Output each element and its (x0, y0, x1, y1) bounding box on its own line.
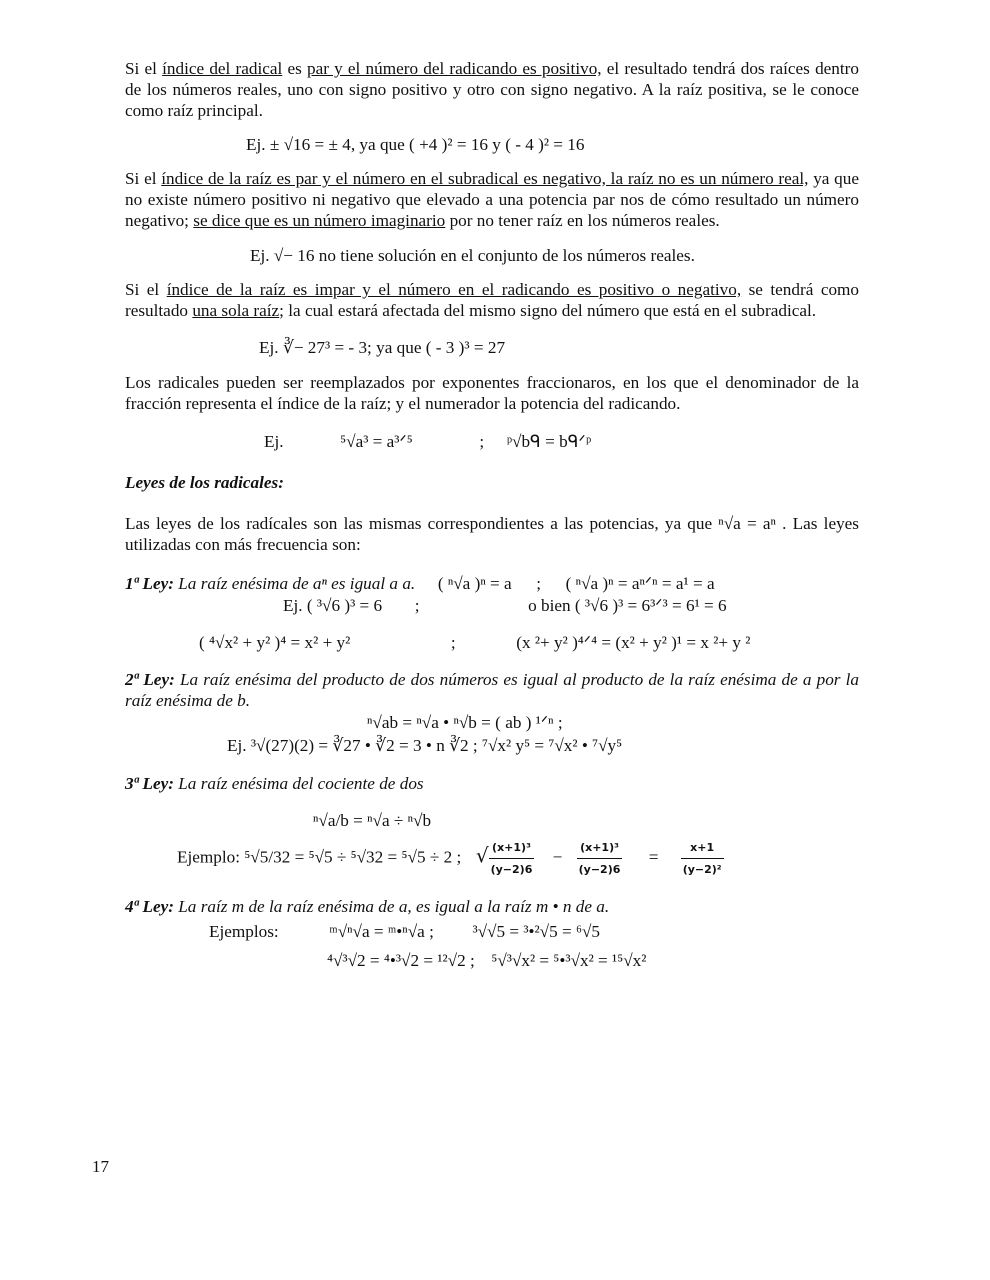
separator: ; (414, 596, 420, 615)
example-4 (264, 431, 859, 452)
law-3-formula: ⁿ√a/b = ⁿ√a ÷ ⁿ√b (313, 811, 432, 830)
example-1: Ej. ± √16 = ± 4, ya que ( +4 )² = 16 y ( - 4 )² = 16 (246, 135, 585, 154)
law-3 (125, 773, 859, 794)
formula: o bien ( ³√6 )³ = 6³ᐟ³ = 6¹ = 6 (528, 596, 727, 615)
law-title: Ley: (142, 774, 174, 793)
example-label: Ej. (264, 432, 284, 451)
page-content (125, 58, 859, 971)
law-title: Ley: (143, 670, 175, 689)
example-2: Ej. √− 16 no tiene solución en el conjunto de los números reales. (250, 246, 695, 265)
law-3-example: Ejemplo: ⁵√5/32 = ⁵√5 ÷ ⁵√32 = ⁵√5 ÷ 2 ; √ $\frac{\text{(x+1)³}}{(y-2)6}$ − $\frac{\text{(x+1)³}}{(y-2)6}$ = $\frac{x+1}{\text{(y−2)²}}$ (177, 837, 859, 880)
law-text: La raíz enésima de aⁿ es igual a a. (178, 574, 416, 593)
law-4 (125, 896, 859, 917)
law-2 (125, 669, 859, 711)
law-2-formula: ⁿ√ab = ⁿ√a • ⁿ√b = ( ab ) ¹ᐟⁿ ; (367, 713, 563, 732)
formula: ⁵√a³ = a³ᐟ⁵ (340, 432, 413, 451)
underlined-term: índice de la raíz es par y el número en el subradical es negativo, la raíz no es un número real, (161, 169, 809, 188)
law-1 (125, 573, 859, 594)
text: ; la cual estará afectada del mismo signo del número que está en el subradical. (279, 301, 817, 320)
underlined-term: índice del radical (162, 59, 283, 78)
formula: ⁵√³√x² = ⁵•³√x² = ¹⁵√x² (491, 951, 647, 970)
fraction: $\frac{\text{(x+1)³}}{(y-2)6}$ (489, 837, 535, 880)
law-2-example: Ej. ³√(27)(2) = ∛27 • ∛2 = 3 • n ∛2 ; ⁷√x² y⁵ = ⁷√x² • ⁷√y⁵ (227, 736, 623, 755)
text: ya que no existe número positivo ni negativo que elevado a una potencia par nos de cómo resultado un número negativo; (125, 169, 859, 230)
formula: ( ⁴√x² + y² )⁴ = x² + y² (199, 633, 351, 652)
paragraph-laws-intro: Las leyes de los radícales son las mismas correspondientes a las potencias, ya que ⁿ√a = aⁿ . Las leyes utilizadas con más frecuencia son: (125, 514, 859, 554)
paragraph-fractional-exponents: Los radicales pueden ser reemplazados por exponentes fraccionaros, en los que el denominador de la fracción representa el índice de la raíz; y el numerador la potencia del radicando. (125, 373, 859, 413)
formula: ( ⁿ√a )ⁿ = a (437, 574, 512, 593)
fraction: $\frac{x+1}{\text{(y−2)²}}$ (681, 837, 724, 880)
law-4-example-line-2 (327, 950, 859, 971)
formula: ( ⁿ√a )ⁿ = aⁿᐟⁿ = a¹ = a (565, 574, 715, 593)
page-number: 17 (92, 1157, 109, 1176)
example-label: Ejemplo: (177, 847, 241, 867)
formula: ᵖ√bᑫ = bᑫᐟᵖ (506, 432, 592, 451)
underlined-term: una sola raíz (192, 301, 280, 320)
law-1-example-line-2 (199, 632, 859, 653)
radical-sign: √ (475, 843, 489, 868)
underlined-term: índice de la raíz es impar y el número en el radicando es positivo o negativo, (166, 280, 742, 299)
separator: ; (536, 574, 542, 593)
underlined-term: par y el número del radicando es positivo, (307, 59, 602, 78)
law-number: 4ª (125, 897, 139, 916)
law-number: 1ª (125, 574, 139, 593)
text: por no tener raíz en los números reales. (445, 211, 720, 230)
example-3: Ej. ∛− 27³ = - 3; ya que ( - 3 )³ = 27 (259, 338, 506, 357)
separator: ; (450, 633, 456, 652)
formula: (x ²+ y² )⁴ᐟ⁴ = (x² + y² )¹ = x ²+ y ² (516, 633, 751, 652)
law-number: 2ª (125, 670, 139, 689)
text: Si el (125, 169, 162, 188)
law-4-example-line-1 (209, 921, 859, 942)
separator: ; (479, 432, 485, 451)
law-text: La raíz m de la raíz enésima de a, es igual a la raíz m • n de a. (178, 897, 610, 916)
law-1-example-line-1 (283, 595, 859, 616)
text: el resultado tendrá dos raíces dentro de los números reales, uno con signo positivo y otro con signo negativo. A la raíz positiva, se le conoce como raíz principal. (125, 59, 859, 120)
formula: Ej. ( ³√6 )³ = 6 (283, 596, 383, 615)
formula: ³√√5 = ³•²√5 = ⁶√5 (472, 922, 601, 941)
text: Si el (125, 59, 163, 78)
paragraph-odd-index (125, 279, 859, 321)
fraction: $\frac{\text{(x+1)³}}{(y-2)6}$ (577, 837, 623, 880)
example-label: Ejemplos: (209, 922, 279, 941)
section-heading: Leyes de los radicales: (125, 473, 284, 492)
formula: ᵐ√ⁿ√a = ᵐ•ⁿ√a ; (329, 922, 434, 941)
text: se tendrá como resultado (125, 280, 860, 320)
text: es (282, 59, 307, 78)
paragraph-even-index-positive (125, 58, 859, 121)
formula: ⁴√³√2 = ⁴•³√2 = ¹²√2 ; (327, 951, 475, 970)
law-title: Ley: (142, 574, 174, 593)
underlined-term: se dice que es un número imaginario (193, 211, 446, 230)
paragraph-even-index-negative (125, 168, 859, 231)
formula: ⁵√5/32 = ⁵√5 ÷ ⁵√32 = ⁵√5 ÷ 2 ; (244, 847, 462, 867)
law-title: Ley: (142, 897, 174, 916)
law-text: La raíz enésima del cociente de dos (178, 774, 424, 793)
law-text: La raíz enésima del producto de dos números es igual al producto de la raíz enésima de a por la raíz enésima de b. (125, 670, 860, 710)
text: Si el (125, 280, 167, 299)
law-number: 3ª (125, 774, 139, 793)
